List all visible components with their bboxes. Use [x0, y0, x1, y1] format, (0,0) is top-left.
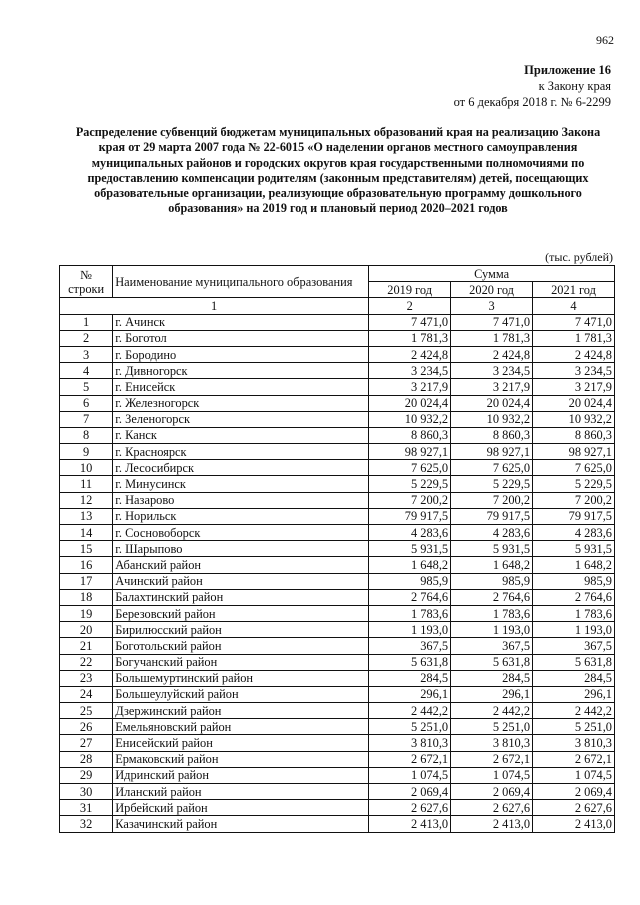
header-2021: 2021 год	[533, 282, 615, 298]
header-2020: 2020 год	[451, 282, 533, 298]
amount-2020-cell: 367,5	[451, 638, 533, 654]
amount-2020-cell: 1 781,3	[451, 330, 533, 346]
amount-2021-cell: 1 193,0	[533, 622, 615, 638]
municipality-cell: Ермаковский район	[113, 751, 369, 767]
municipality-cell: Ирбейский район	[113, 800, 369, 816]
column-number-4: 4	[533, 298, 615, 314]
amount-2019-cell: 3 217,9	[369, 379, 451, 395]
amount-2019-cell: 2 069,4	[369, 784, 451, 800]
amount-2020-cell: 7 471,0	[451, 314, 533, 330]
municipality-cell: г. Шарыпово	[113, 541, 369, 557]
amount-2021-cell: 296,1	[533, 686, 615, 702]
amount-2020-cell: 2 627,6	[451, 800, 533, 816]
amount-2021-cell: 5 251,0	[533, 719, 615, 735]
amount-2021-cell: 1 781,3	[533, 330, 615, 346]
row-number-cell: 10	[60, 460, 113, 476]
table-row	[60, 346, 615, 362]
municipality-cell: Большемуртинский район	[113, 670, 369, 686]
header-municipality: Наименование муниципального образования	[113, 266, 369, 298]
amount-2019-cell: 1 193,0	[369, 622, 451, 638]
amount-2021-cell: 2 413,0	[533, 816, 615, 832]
table-row	[60, 654, 615, 670]
amount-2021-cell: 8 860,3	[533, 427, 615, 443]
municipality-cell: г. Ачинск	[113, 314, 369, 330]
amount-2020-cell: 4 283,6	[451, 525, 533, 541]
table-row	[60, 605, 615, 621]
subsidy-table	[59, 265, 615, 833]
amount-2021-cell: 98 927,1	[533, 444, 615, 460]
amount-2020-cell: 10 932,2	[451, 411, 533, 427]
amount-2020-cell: 7 200,2	[451, 492, 533, 508]
amount-2021-cell: 4 283,6	[533, 525, 615, 541]
table-row	[60, 816, 615, 832]
row-number-cell: 28	[60, 751, 113, 767]
table-row	[60, 411, 615, 427]
column-number-row	[60, 298, 615, 314]
amount-2020-cell: 5 931,5	[451, 541, 533, 557]
header-sum: Сумма	[369, 266, 615, 282]
municipality-cell: Дзержинский район	[113, 703, 369, 719]
table-row	[60, 541, 615, 557]
municipality-cell: г. Канск	[113, 427, 369, 443]
table-row	[60, 767, 615, 783]
amount-2019-cell: 7 625,0	[369, 460, 451, 476]
amount-2019-cell: 2 424,8	[369, 346, 451, 362]
amount-2019-cell: 2 672,1	[369, 751, 451, 767]
amount-2021-cell: 2 069,4	[533, 784, 615, 800]
amount-2021-cell: 3 234,5	[533, 363, 615, 379]
amount-2021-cell: 367,5	[533, 638, 615, 654]
amount-2019-cell: 1 648,2	[369, 557, 451, 573]
municipality-cell: г. Зеленогорск	[113, 411, 369, 427]
amount-2019-cell: 2 413,0	[369, 816, 451, 832]
table-row	[60, 703, 615, 719]
table-row	[60, 589, 615, 605]
amount-2020-cell: 8 860,3	[451, 427, 533, 443]
row-number-cell: 16	[60, 557, 113, 573]
header-2019: 2019 год	[369, 282, 451, 298]
row-number-cell: 24	[60, 686, 113, 702]
row-number-cell: 17	[60, 573, 113, 589]
amount-2019-cell: 3 810,3	[369, 735, 451, 751]
amount-2020-cell: 985,9	[451, 573, 533, 589]
header-row-number: № строки	[60, 266, 113, 298]
table-row	[60, 476, 615, 492]
table-row	[60, 314, 615, 330]
row-number-cell: 7	[60, 411, 113, 427]
row-number-cell: 3	[60, 346, 113, 362]
amount-2021-cell: 1 648,2	[533, 557, 615, 573]
municipality-cell: Емельяновский район	[113, 719, 369, 735]
table-row	[60, 751, 615, 767]
amount-2019-cell: 20 024,4	[369, 395, 451, 411]
amount-2020-cell: 20 024,4	[451, 395, 533, 411]
amount-2019-cell: 5 229,5	[369, 476, 451, 492]
amount-2021-cell: 3 810,3	[533, 735, 615, 751]
table-header	[60, 266, 615, 315]
amount-2020-cell: 1 193,0	[451, 622, 533, 638]
row-number-cell: 6	[60, 395, 113, 411]
amount-2021-cell: 985,9	[533, 573, 615, 589]
amount-2021-cell: 7 200,2	[533, 492, 615, 508]
amount-2021-cell: 2 442,2	[533, 703, 615, 719]
amount-2019-cell: 4 283,6	[369, 525, 451, 541]
municipality-cell: Балахтинский район	[113, 589, 369, 605]
municipality-cell: Богучанский район	[113, 654, 369, 670]
amount-2019-cell: 2 764,6	[369, 589, 451, 605]
municipality-cell: Казачинский район	[113, 816, 369, 832]
amount-2021-cell: 1 074,5	[533, 767, 615, 783]
municipality-cell: г. Лесосибирск	[113, 460, 369, 476]
municipality-cell: Енисейский район	[113, 735, 369, 751]
amount-2020-cell: 284,5	[451, 670, 533, 686]
amount-2020-cell: 3 810,3	[451, 735, 533, 751]
row-number-cell: 27	[60, 735, 113, 751]
row-number-cell: 13	[60, 508, 113, 524]
amount-2020-cell: 3 217,9	[451, 379, 533, 395]
municipality-cell: Ачинский район	[113, 573, 369, 589]
amount-2020-cell: 3 234,5	[451, 363, 533, 379]
table-row	[60, 573, 615, 589]
amount-2019-cell: 367,5	[369, 638, 451, 654]
row-number-cell: 5	[60, 379, 113, 395]
row-number-cell: 12	[60, 492, 113, 508]
row-number-cell: 31	[60, 800, 113, 816]
appendix-law-ref: к Закону края	[538, 79, 611, 93]
amount-2021-cell: 5 931,5	[533, 541, 615, 557]
municipality-cell: г. Бородино	[113, 346, 369, 362]
municipality-cell: г. Енисейск	[113, 379, 369, 395]
row-number-cell: 29	[60, 767, 113, 783]
table-row	[60, 460, 615, 476]
amount-2021-cell: 2 424,8	[533, 346, 615, 362]
amount-2020-cell: 2 764,6	[451, 589, 533, 605]
amount-2021-cell: 1 783,6	[533, 605, 615, 621]
table-row	[60, 427, 615, 443]
row-number-cell: 19	[60, 605, 113, 621]
table-row	[60, 735, 615, 751]
amount-2020-cell: 5 251,0	[451, 719, 533, 735]
municipality-cell: г. Боготол	[113, 330, 369, 346]
row-number-cell: 8	[60, 427, 113, 443]
municipality-cell: г. Дивногорск	[113, 363, 369, 379]
amount-2019-cell: 1 783,6	[369, 605, 451, 621]
table-row	[60, 525, 615, 541]
column-number-1: 1	[60, 298, 369, 314]
amount-2021-cell: 2 672,1	[533, 751, 615, 767]
municipality-cell: г. Назарово	[113, 492, 369, 508]
amount-2020-cell: 2 672,1	[451, 751, 533, 767]
amount-2021-cell: 2 764,6	[533, 589, 615, 605]
municipality-cell: Боготольский район	[113, 638, 369, 654]
column-number-2: 2	[369, 298, 451, 314]
amount-2019-cell: 5 931,5	[369, 541, 451, 557]
amount-2019-cell: 7 200,2	[369, 492, 451, 508]
amount-2021-cell: 2 627,6	[533, 800, 615, 816]
table-row	[60, 670, 615, 686]
table-row	[60, 622, 615, 638]
table-row	[60, 557, 615, 573]
amount-2020-cell: 1 648,2	[451, 557, 533, 573]
amount-2020-cell: 7 625,0	[451, 460, 533, 476]
amount-2021-cell: 5 229,5	[533, 476, 615, 492]
amount-2019-cell: 3 234,5	[369, 363, 451, 379]
row-number-cell: 1	[60, 314, 113, 330]
table-row	[60, 719, 615, 735]
row-number-cell: 15	[60, 541, 113, 557]
amount-2020-cell: 2 442,2	[451, 703, 533, 719]
municipality-cell: г. Красноярск	[113, 444, 369, 460]
amount-2020-cell: 5 229,5	[451, 476, 533, 492]
amount-2019-cell: 98 927,1	[369, 444, 451, 460]
row-number-cell: 18	[60, 589, 113, 605]
row-number-cell: 2	[60, 330, 113, 346]
page-number: 962	[596, 33, 614, 47]
municipality-cell: Абанский район	[113, 557, 369, 573]
row-number-cell: 9	[60, 444, 113, 460]
row-number-cell: 20	[60, 622, 113, 638]
amount-2019-cell: 284,5	[369, 670, 451, 686]
table-row	[60, 395, 615, 411]
municipality-cell: Березовский район	[113, 605, 369, 621]
municipality-cell: Большеулуйский район	[113, 686, 369, 702]
amount-2019-cell: 7 471,0	[369, 314, 451, 330]
amount-2020-cell: 1 783,6	[451, 605, 533, 621]
amount-2020-cell: 79 917,5	[451, 508, 533, 524]
amount-2020-cell: 2 069,4	[451, 784, 533, 800]
table-row	[60, 444, 615, 460]
municipality-cell: г. Железногорск	[113, 395, 369, 411]
amount-2021-cell: 20 024,4	[533, 395, 615, 411]
amount-2019-cell: 1 074,5	[369, 767, 451, 783]
row-number-cell: 32	[60, 816, 113, 832]
amount-2021-cell: 10 932,2	[533, 411, 615, 427]
amount-2020-cell: 1 074,5	[451, 767, 533, 783]
amount-2019-cell: 2 627,6	[369, 800, 451, 816]
row-number-cell: 25	[60, 703, 113, 719]
table-row	[60, 492, 615, 508]
amount-2020-cell: 2 424,8	[451, 346, 533, 362]
municipality-cell: г. Минусинск	[113, 476, 369, 492]
amount-2021-cell: 7 471,0	[533, 314, 615, 330]
amount-2021-cell: 284,5	[533, 670, 615, 686]
amount-2019-cell: 296,1	[369, 686, 451, 702]
amount-2020-cell: 98 927,1	[451, 444, 533, 460]
amount-2019-cell: 79 917,5	[369, 508, 451, 524]
table-row	[60, 363, 615, 379]
amount-2019-cell: 5 631,8	[369, 654, 451, 670]
row-number-cell: 11	[60, 476, 113, 492]
municipality-cell: Иланский район	[113, 784, 369, 800]
table-row	[60, 686, 615, 702]
amount-2021-cell: 3 217,9	[533, 379, 615, 395]
table-row	[60, 784, 615, 800]
table-body	[60, 314, 615, 832]
amount-2020-cell: 296,1	[451, 686, 533, 702]
amount-2019-cell: 8 860,3	[369, 427, 451, 443]
row-number-cell: 14	[60, 525, 113, 541]
row-number-cell: 26	[60, 719, 113, 735]
units-label: (тыс. рублей)	[545, 250, 613, 264]
municipality-cell: Идринский район	[113, 767, 369, 783]
amount-2019-cell: 5 251,0	[369, 719, 451, 735]
row-number-cell: 21	[60, 638, 113, 654]
table-row	[60, 508, 615, 524]
amount-2021-cell: 5 631,8	[533, 654, 615, 670]
appendix-date: от 6 декабря 2018 г. № 6-2299	[453, 95, 611, 109]
document-title: Распределение субвенций бюджетам муниципальных образований края на реализацию Закона края от 29 марта 2007 года № 22-6015 «О наделении органов местного самоуправления муниципальных районов и городских округов края государственными полномочиями по предоставлению компенсации родителям (законным представителям) детей, посещающих образовательные организации, реализующие образовательную программу дошкольного образования» на 2019 год и плановый период 2020–2021 годов	[75, 125, 601, 216]
amount-2019-cell: 1 781,3	[369, 330, 451, 346]
table-row	[60, 330, 615, 346]
row-number-cell: 22	[60, 654, 113, 670]
amount-2019-cell: 2 442,2	[369, 703, 451, 719]
table-row	[60, 638, 615, 654]
amount-2021-cell: 79 917,5	[533, 508, 615, 524]
amount-2020-cell: 2 413,0	[451, 816, 533, 832]
column-number-3: 3	[451, 298, 533, 314]
amount-2020-cell: 5 631,8	[451, 654, 533, 670]
municipality-cell: г. Сосновоборск	[113, 525, 369, 541]
municipality-cell: г. Норильск	[113, 508, 369, 524]
appendix-block	[454, 62, 611, 110]
amount-2021-cell: 7 625,0	[533, 460, 615, 476]
appendix-title: Приложение 16	[524, 63, 611, 77]
table-row	[60, 379, 615, 395]
row-number-cell: 4	[60, 363, 113, 379]
table-row	[60, 800, 615, 816]
amount-2019-cell: 10 932,2	[369, 411, 451, 427]
amount-2019-cell: 985,9	[369, 573, 451, 589]
municipality-cell: Бирилюсский район	[113, 622, 369, 638]
row-number-cell: 23	[60, 670, 113, 686]
row-number-cell: 30	[60, 784, 113, 800]
